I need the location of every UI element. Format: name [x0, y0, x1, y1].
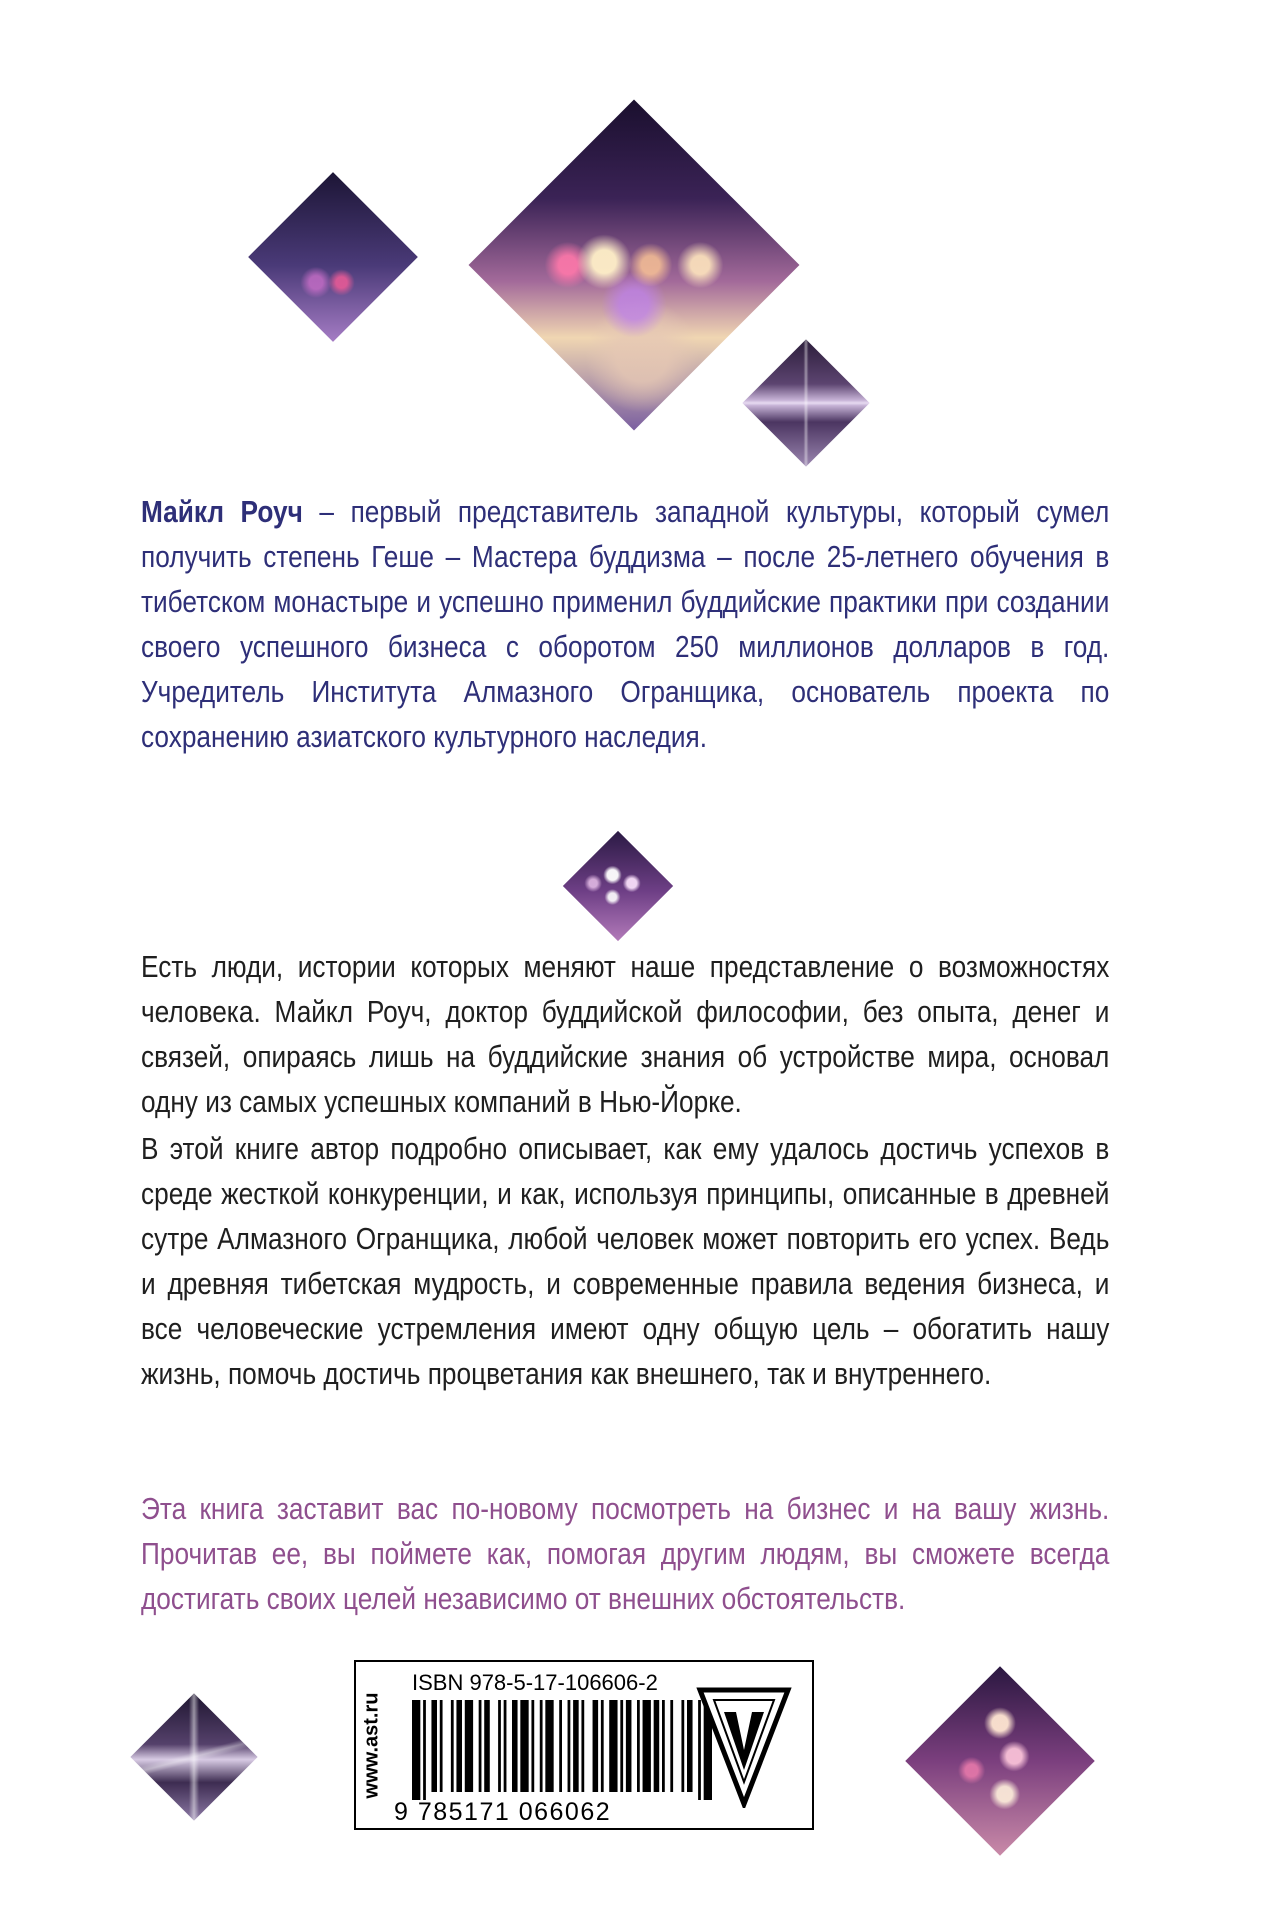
barcode-bar: [545, 1700, 553, 1792]
description-paragraph-2: В этой книге автор подробно описывает, как ему удалось достичь успехов в среде жесткой конкуренции, и как, используя принципы, описанные в древней сутре Алмазного Огранщика, любой человек может повторить его успех. Ведь и древняя тибетская мудрость, и современные правила ведения бизнеса, и все человеческие устремления имеют одну общую цель – обогатить нашу жизнь, помочь достичь процветания как внешнего, так и внутреннего.: [141, 1132, 1110, 1391]
barcode-block: [354, 1660, 814, 1830]
barcode-bar: [440, 1700, 443, 1792]
decorative-diamond-bottom-right: [905, 1666, 1095, 1856]
publisher-website: [356, 1662, 388, 1828]
barcode-bar: [626, 1700, 632, 1792]
publisher-logo-icon: [696, 1686, 792, 1808]
barcode-bar: [581, 1700, 584, 1792]
barcode-bar: [670, 1700, 673, 1792]
barcode-bar: [479, 1700, 482, 1792]
barcode-bar: [568, 1700, 571, 1792]
barcode-bar: [520, 1700, 528, 1792]
barcode-bar: [593, 1700, 599, 1792]
barcode-bar: [654, 1700, 660, 1792]
barcode-bar: [601, 1700, 604, 1792]
barcode-bar: [456, 1700, 462, 1792]
barcode-bar: [637, 1700, 640, 1792]
barcode-bar: [662, 1700, 665, 1792]
description-paragraph-1: Есть люди, истории которых меняют наше представление о возможностях человека. Майкл Роуч, доктор буддийской философии, без опыта, денег и связей, опираясь лишь на буддийские знания об устройстве мира, основал одну из самых успешных компаний в Нью-Йорке.: [141, 950, 1110, 1119]
barcode-bar: [620, 1700, 623, 1792]
barcode-bar: [531, 1700, 534, 1792]
barcode-bar: [465, 1700, 473, 1792]
barcode-bar: [681, 1700, 684, 1792]
decorative-diamond-crystal: [742, 339, 869, 466]
barcode-bar: [687, 1700, 693, 1792]
barcode-bar: [412, 1700, 420, 1800]
decorative-diamond-top-left: [248, 172, 418, 342]
barcode-bar: [540, 1700, 543, 1792]
promo-text: Эта книга заставит вас по-новому посмотреть на бизнес и на вашу жизнь. Прочитав ее, вы поймете как, помогая другим людям, вы сможете всегда достигать своих целей независимо от внешних обстоятельств.: [141, 1492, 1110, 1616]
website-label: www.ast.ru: [360, 1692, 383, 1798]
barcode-bar: [498, 1700, 501, 1792]
barcode-bar: [431, 1700, 437, 1792]
barcode-bar: [609, 1700, 617, 1792]
barcode-bar: [512, 1700, 518, 1792]
author-bio-text: – первый представитель западной культуры, который сумел получить степень Геше – Мастера буддизма – после 25-летнего обучения в тибетском монастыре и успешно применил буддийские практики при создании своего успешного бизнеса с оборотом 250 миллионов долларов в год. Учредитель Института Алмазного Огранщика, основатель проекта по сохранению азиатского культурного наследия.: [141, 495, 1110, 754]
isbn-digits: 9 785171 066062: [394, 1798, 612, 1826]
barcode-bar: [484, 1700, 490, 1792]
barcode-bar: [573, 1700, 579, 1792]
barcode-bars: [412, 1700, 712, 1800]
barcode-bar: [643, 1700, 651, 1792]
barcode-bar: [559, 1700, 562, 1792]
isbn-label: ISBN 978-5-17-106606-2: [412, 1670, 658, 1695]
decorative-diamond-city-road: [469, 100, 800, 431]
decorative-diamond-bottom-left: [130, 1693, 257, 1820]
barcode-bar: [423, 1700, 426, 1800]
barcode-bar: [504, 1700, 507, 1792]
barcode-bar: [451, 1700, 454, 1792]
author-bio: [141, 490, 1109, 760]
decorative-diamond-middle: [563, 831, 673, 941]
author-name: Майкл Роуч: [141, 495, 303, 529]
